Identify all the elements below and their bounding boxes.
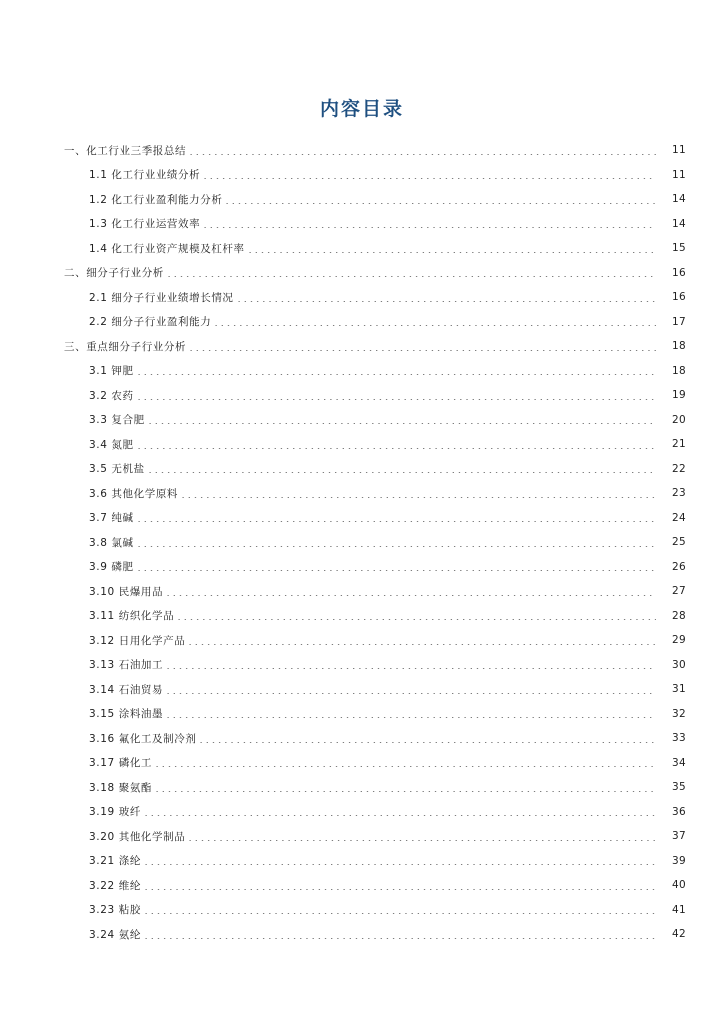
toc-subsection-entry[interactable] xyxy=(0,506,724,531)
toc-page-number: 27 xyxy=(672,585,686,598)
toc-dot-leader xyxy=(165,693,656,694)
toc-page-number: 17 xyxy=(672,315,686,328)
toc-page-number: 34 xyxy=(672,756,686,769)
toc-section-entry[interactable] xyxy=(0,138,724,163)
toc-subsection-entry[interactable] xyxy=(0,212,724,237)
toc-dot-leader xyxy=(143,913,656,914)
toc-subsection-entry[interactable] xyxy=(0,285,724,310)
toc-dot-leader xyxy=(187,840,656,841)
toc-subsection-entry[interactable] xyxy=(0,481,724,506)
toc-dot-leader xyxy=(165,717,656,718)
toc-subsection-entry[interactable] xyxy=(0,163,724,188)
toc-entry-label: 3.22 维纶 xyxy=(89,879,141,892)
toc-section-entry[interactable] xyxy=(0,261,724,286)
toc-entry-label: 3.13 石油加工 xyxy=(89,659,164,672)
toc-dot-leader xyxy=(136,521,656,522)
toc-page-number: 22 xyxy=(672,462,686,475)
toc-subsection-entry[interactable] xyxy=(0,432,724,457)
toc-dot-leader xyxy=(198,742,656,743)
toc-dot-leader xyxy=(247,252,656,253)
toc-entry-label: 二、细分子行业分析 xyxy=(64,267,164,280)
toc-subsection-entry[interactable] xyxy=(0,579,724,604)
toc-dot-leader xyxy=(188,154,656,155)
toc-page-number: 19 xyxy=(672,389,686,402)
toc-dot-leader xyxy=(143,864,656,865)
toc-subsection-entry[interactable] xyxy=(0,800,724,825)
toc-entry-label: 1.1 化工行业业绩分析 xyxy=(89,169,201,182)
toc-subsection-entry[interactable] xyxy=(0,898,724,923)
toc-dot-leader xyxy=(154,791,656,792)
toc-subsection-entry[interactable] xyxy=(0,457,724,482)
toc-dot-leader xyxy=(143,815,656,816)
toc-dot-leader xyxy=(176,619,656,620)
toc-page-number: 32 xyxy=(672,707,686,720)
toc-page-number: 18 xyxy=(672,364,686,377)
toc-entry-label: 3.18 聚氨酯 xyxy=(89,781,153,794)
toc-entry-label: 3.21 涤纶 xyxy=(89,855,141,868)
toc-entry-label: 三、重点细分子行业分析 xyxy=(64,340,187,353)
toc-entry-label: 2.2 细分子行业盈利能力 xyxy=(89,316,212,329)
toc-subsection-entry[interactable] xyxy=(0,677,724,702)
toc-page-number: 16 xyxy=(672,291,686,304)
toc-subsection-entry[interactable] xyxy=(0,702,724,727)
toc-page-number: 24 xyxy=(672,511,686,524)
toc-dot-leader xyxy=(213,325,656,326)
toc-entry-label: 一、化工行业三季报总结 xyxy=(64,144,187,157)
toc-subsection-entry[interactable] xyxy=(0,873,724,898)
toc-entry-label: 3.12 日用化学产品 xyxy=(89,634,186,647)
toc-dot-leader xyxy=(136,374,656,375)
toc-dot-leader xyxy=(154,766,656,767)
toc-entry-label: 3.11 纺织化学品 xyxy=(89,610,175,623)
toc-dot-leader xyxy=(165,595,656,596)
toc-dot-leader xyxy=(224,203,656,204)
toc-dot-leader xyxy=(165,668,656,669)
toc-subsection-entry[interactable] xyxy=(0,187,724,212)
toc-entry-label: 3.3 复合肥 xyxy=(89,414,145,427)
toc-title: 内容目录 xyxy=(319,98,404,120)
toc-page-number: 20 xyxy=(672,413,686,426)
toc-entry-label: 3.5 无机盐 xyxy=(89,463,145,476)
toc-page-number: 29 xyxy=(672,634,686,647)
toc-page-number: 23 xyxy=(672,487,686,500)
toc-subsection-entry[interactable] xyxy=(0,922,724,947)
toc-page-number: 11 xyxy=(672,168,686,181)
toc-entry-label: 3.20 其他化学制品 xyxy=(89,830,186,843)
toc-entry-label: 3.9 磷肥 xyxy=(89,561,134,574)
toc-entry-label: 3.4 氮肥 xyxy=(89,438,134,451)
toc-page-number: 26 xyxy=(672,560,686,573)
toc-dot-leader xyxy=(147,423,656,424)
toc-page-number: 31 xyxy=(672,683,686,696)
toc-page-number: 35 xyxy=(672,781,686,794)
toc-dot-leader xyxy=(147,472,656,473)
toc-entry-label: 1.3 化工行业运营效率 xyxy=(89,218,201,231)
toc-page-number: 40 xyxy=(672,879,686,892)
toc-page-number: 33 xyxy=(672,732,686,745)
toc-page-number: 42 xyxy=(672,928,686,941)
toc-page-number: 21 xyxy=(672,438,686,451)
toc-subsection-entry[interactable] xyxy=(0,849,724,874)
toc-entry-label: 3.23 粘胶 xyxy=(89,904,141,917)
toc-subsection-entry[interactable] xyxy=(0,408,724,433)
toc-dot-leader xyxy=(202,227,656,228)
toc-entry-label: 2.1 细分子行业业绩增长情况 xyxy=(89,291,234,304)
toc-subsection-entry[interactable] xyxy=(0,726,724,751)
toc-page-number: 41 xyxy=(672,903,686,916)
toc-dot-leader xyxy=(180,497,656,498)
toc-page-number: 14 xyxy=(672,193,686,206)
toc-dot-leader xyxy=(202,178,656,179)
toc-dot-leader xyxy=(143,889,656,890)
toc-section-entry[interactable] xyxy=(0,334,724,359)
toc-subsection-entry[interactable] xyxy=(0,824,724,849)
toc-dot-leader xyxy=(188,350,656,351)
toc-dot-leader xyxy=(136,448,656,449)
toc-page-number: 28 xyxy=(672,609,686,622)
toc-entry-label: 3.17 磷化工 xyxy=(89,757,153,770)
toc-entry-label: 3.7 纯碱 xyxy=(89,512,134,525)
toc-dot-leader xyxy=(136,570,656,571)
toc-subsection-entry[interactable] xyxy=(0,310,724,335)
toc-subsection-entry[interactable] xyxy=(0,383,724,408)
toc-page-number: 37 xyxy=(672,830,686,843)
toc-entry-label: 1.2 化工行业盈利能力分析 xyxy=(89,193,223,206)
toc-page-number: 14 xyxy=(672,217,686,230)
toc-subsection-entry[interactable] xyxy=(0,628,724,653)
toc-dot-leader xyxy=(187,644,656,645)
toc-page-number: 36 xyxy=(672,805,686,818)
toc-dot-leader xyxy=(136,546,656,547)
toc-dot-leader xyxy=(166,276,656,277)
toc-page-number: 18 xyxy=(672,340,686,353)
toc-dot-leader xyxy=(136,399,656,400)
toc-page-number: 25 xyxy=(672,536,686,549)
toc-entry-label: 3.15 涂料油墨 xyxy=(89,708,164,721)
toc-entry-label: 3.19 玻纤 xyxy=(89,806,141,819)
toc-entry-label: 3.2 农药 xyxy=(89,389,134,402)
toc-dot-leader xyxy=(143,938,656,939)
toc-entry-label: 3.10 民爆用品 xyxy=(89,585,164,598)
toc-subsection-entry[interactable] xyxy=(0,604,724,629)
toc-entry-label: 1.4 化工行业资产规模及杠杆率 xyxy=(89,242,245,255)
toc-subsection-entry[interactable] xyxy=(0,359,724,384)
toc-entry-label: 3.16 氟化工及制冷剂 xyxy=(89,732,197,745)
toc-entry-label: 3.24 氨纶 xyxy=(89,928,141,941)
toc-page-number: 30 xyxy=(672,658,686,671)
toc-page-number: 15 xyxy=(672,242,686,255)
toc-dot-leader xyxy=(236,301,656,302)
toc-entry-label: 3.8 氯碱 xyxy=(89,536,134,549)
toc-subsection-entry[interactable] xyxy=(0,751,724,776)
toc-page-number: 11 xyxy=(672,144,686,157)
toc-subsection-entry[interactable] xyxy=(0,555,724,580)
toc-page-number: 39 xyxy=(672,854,686,867)
toc-subsection-entry[interactable] xyxy=(0,236,724,261)
toc-subsection-entry[interactable] xyxy=(0,775,724,800)
toc-entry-label: 3.6 其他化学原料 xyxy=(89,487,179,500)
toc-entry-label: 3.1 钾肥 xyxy=(89,365,134,378)
toc-page-number: 16 xyxy=(672,266,686,279)
toc-subsection-entry[interactable] xyxy=(0,530,724,555)
toc-list xyxy=(0,138,724,947)
toc-subsection-entry[interactable] xyxy=(0,653,724,678)
toc-entry-label: 3.14 石油贸易 xyxy=(89,683,164,696)
